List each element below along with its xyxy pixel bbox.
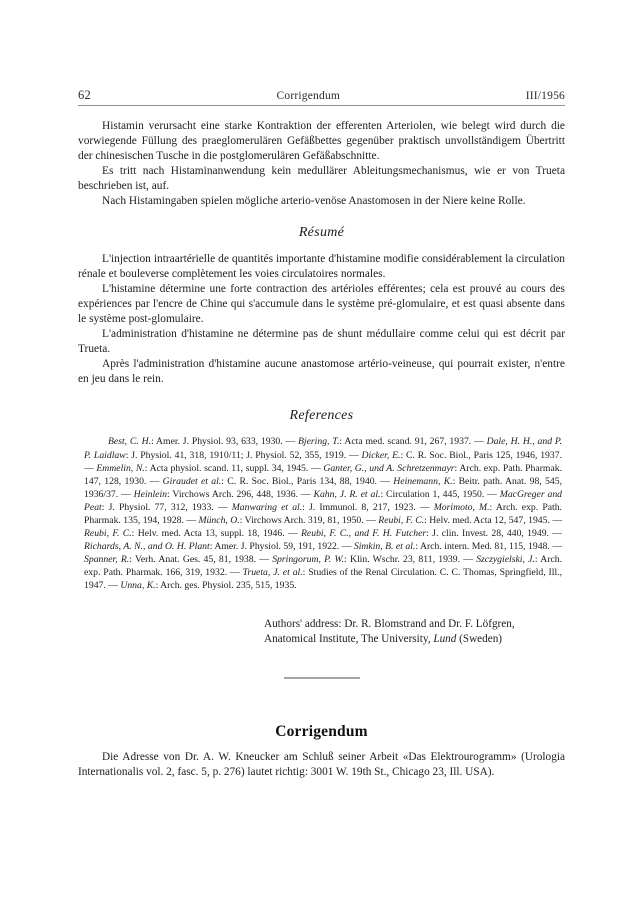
issue-label: III/1956 bbox=[525, 90, 565, 102]
german-paragraph-2: Es tritt nach Histaminanwendung kein medullärer Ableitungsmechanismus, wie er von Trueta beschrieben ist, auf. bbox=[78, 165, 565, 193]
corrigendum-paragraph: Die Adresse von Dr. A. W. Kneucker am Schluß seiner Arbeit «Das Elektrourogramm» (Urologia Internationalis vol. 2, fasc. 5, p. 276) lautet richtig: 3001 W. 19th St., Chicago 23, Ill. USA). bbox=[78, 750, 565, 779]
page-content bbox=[78, 88, 565, 780]
corrigendum-title: Corrigendum bbox=[275, 722, 368, 740]
resume-paragraph-1: L'injection intraartérielle de quantités importante d'histamine modifie considérablement la circulation rénale et bouleverse complètement les voies circulatoires normales. bbox=[78, 252, 565, 280]
resume-paragraph-2: L'histamine détermine une forte contraction des artérioles efférentes; cela est prouvé au cours des expériences par l'encre de Chine qui s'accumule dans le système pré-glomulaire, et est quasi absente dans le système post-glomulaire. bbox=[78, 282, 565, 325]
address-city: Lund bbox=[433, 632, 457, 645]
resume-heading: Résumé bbox=[298, 224, 345, 240]
author-address-block bbox=[78, 617, 565, 647]
german-summary-block bbox=[78, 119, 565, 210]
header-rule bbox=[78, 105, 565, 106]
page-number: 62 bbox=[78, 88, 91, 102]
resume-paragraph-4: Après l'administration d'histamine aucune anastomose artério-veineuse, qui pourrait exister, n'entre en jeu dans le rein. bbox=[78, 358, 565, 386]
address-country: (Sweden) bbox=[456, 632, 503, 645]
section-divider bbox=[284, 677, 360, 679]
running-head-title: Corrigendum bbox=[276, 90, 341, 102]
german-paragraph-3: Nach Histamingaben spielen mögliche arterio-venöse Anastomosen in der Niere keine Rolle. bbox=[102, 195, 526, 208]
running-head bbox=[78, 88, 565, 103]
section-divider-wrap bbox=[78, 677, 565, 679]
address-line-1: Authors' address: Dr. R. Blomstrand and Dr. F. Löfgren, bbox=[264, 617, 515, 630]
address-line-2 bbox=[264, 632, 565, 647]
resume-block bbox=[78, 252, 565, 388]
references-heading: References bbox=[289, 408, 354, 424]
address-institute: Anatomical Institute, The University, bbox=[264, 632, 434, 645]
resume-paragraph-3: L'administration d'histamine ne détermine pas de shunt médullaire comme celui qui est décrit par Trueta. bbox=[78, 328, 565, 356]
references-list: Best, C. H.: Amer. J. Physiol. 93, 633, 1930. — Bjering, T.: Acta med. scand. 91, 267, 1937. — Dale, H. H., and P. P. Laidlaw: J. Physiol. 41, 318, 1910/11; J. Physiol. 52, 355, 1919. — Dicker, E.: C. R. Soc. Biol., Paris 125, 1946, 1937. — Emmelin, N.: Acta physiol. scand. 11, suppl. 34, 1945. — Ganter, G., und A. Schretzenmayr: Arch. exp. Path. Pharmak. 147, 128, 1930. — Giraudet et al.: C. R. Soc. Biol., Paris 134, 88, 1940. — Heinemann, K.: Beitr. path. Anat. 98, 545, 1936/37. — Heinlein: Virchows Arch. 296, 448, 1936. — Kahn, J. R. et al.: Circulation 1, 445, 1950. — MacGreger and Peat: J. Physiol. 77, 312, 1933. — Manwaring et al.: J. Immunol. 8, 217, 1923. — Morimoto, M.: Arch. exp. Path. Pharmak. 135, 194, 1928. — Münch, O.: Virchows Arch. 319, 81, 1950. — Reubi, F. C.: Helv. med. Acta 12, 547, 1945. — Reubi, F. C.: Helv. med. Acta 13, suppl. 18, 1946. — Reubi, F. C., and F. H. Futcher: J. clin. Invest. 28, 440, 1949. — Richards, A. N., and O. H. Plant: Amer. J. Physiol. 59, 191, 1922. — Simkin, B. et al.: Arch. intern. Med. 81, 115, 1948. — Spanner, R.: Verh. Anat. Ges. 45, 81, 1938. — Springorum, P. W.: Klin. Wschr. 23, 811, 1939. — Szczygielski, J.: Arch. exp. Path. Pharmak. 166, 319, 1932. — Trueta, J. et al.: Studies of the Renal Circulation. C. C. Thomas, Springfield, Ill., 1947. — Unna, K.: Arch. ges. Physiol. 235, 515, 1935. bbox=[84, 436, 563, 592]
german-paragraph-1: Histamin verursacht eine starke Kontraktion der efferenten Arteriolen, wie belegt wird durch die vorwiegende Füllung des praeglomerulären Gefäßbettes gegenüber praktisch unvollständigem Übertritt der chinesischen Tusche in die postglomerulären Gefäßabschnitte. bbox=[78, 120, 565, 163]
